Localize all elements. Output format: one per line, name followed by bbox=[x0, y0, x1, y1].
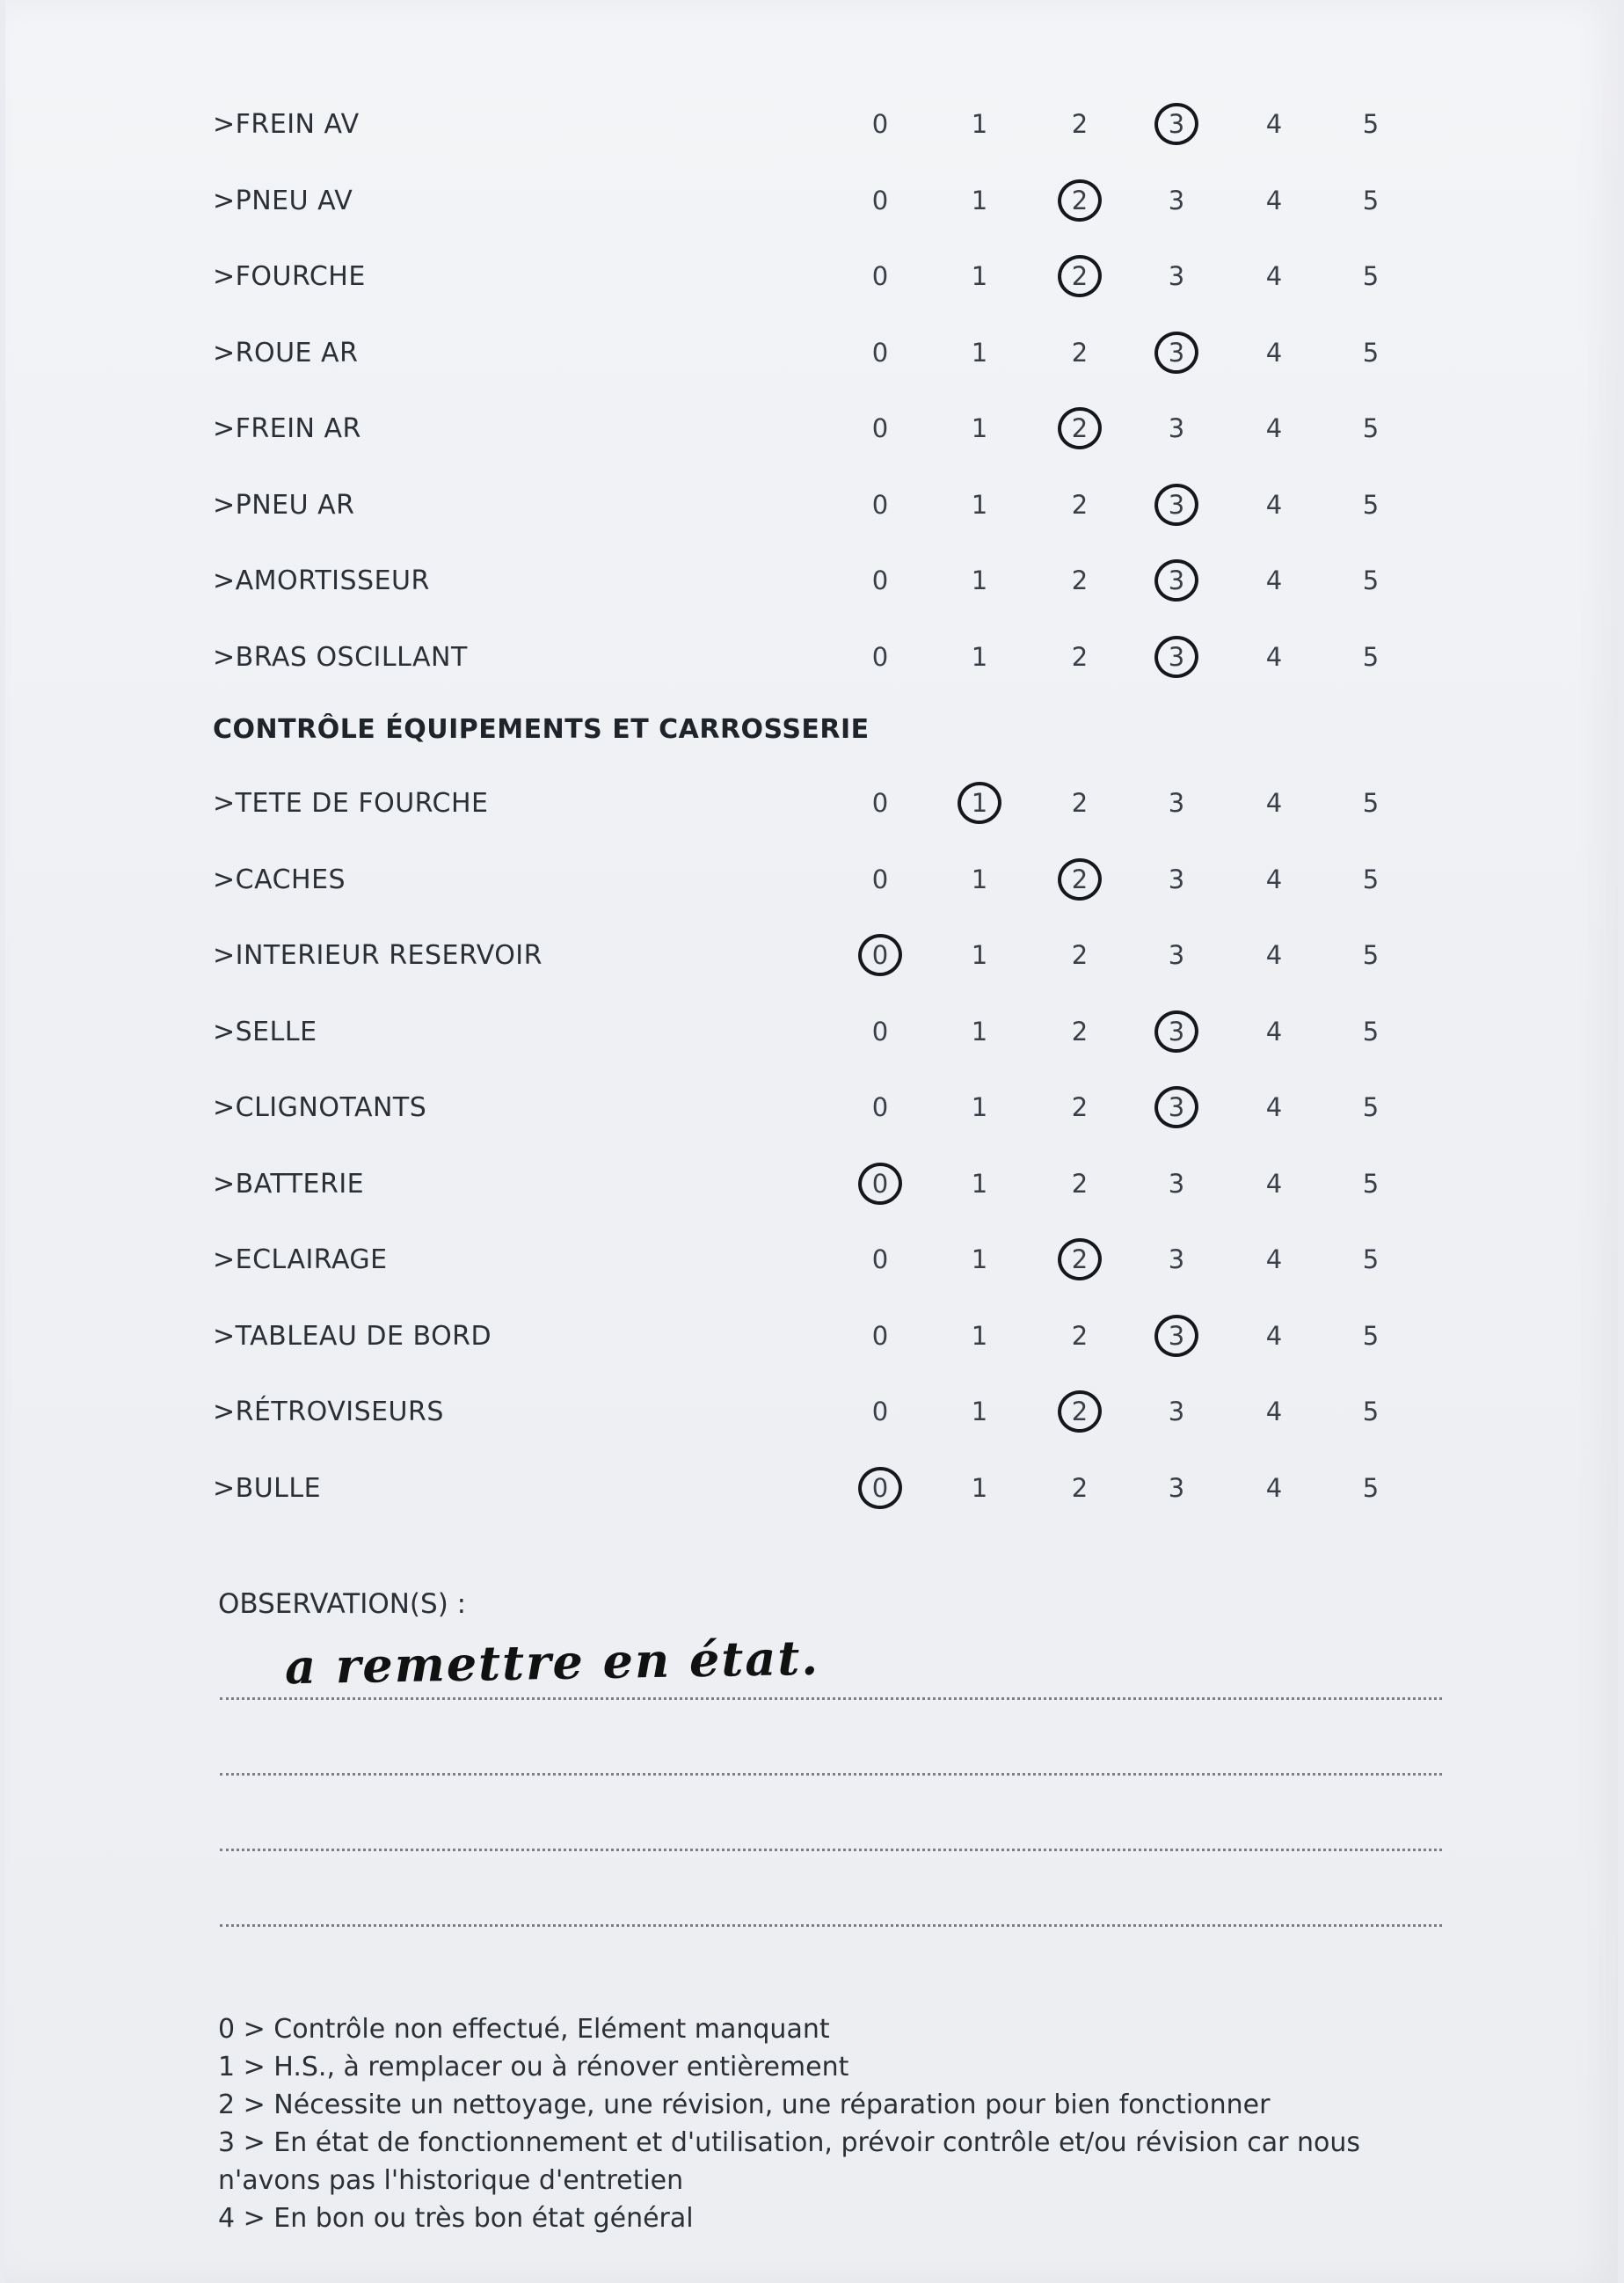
checklist-item-label: >SELLE bbox=[213, 1016, 317, 1047]
checklist-row bbox=[5, 1092, 1618, 1145]
score-circled[interactable]: 3 bbox=[1154, 1017, 1198, 1047]
score-option[interactable]: 2 bbox=[1071, 1168, 1089, 1199]
checklist-row bbox=[5, 1321, 1618, 1374]
score-circled[interactable]: 1 bbox=[958, 788, 1001, 818]
score-option[interactable]: 4 bbox=[1265, 1092, 1283, 1122]
checklist-row bbox=[5, 1017, 1618, 1069]
score-option[interactable]: 1 bbox=[971, 185, 988, 215]
score-option[interactable]: 4 bbox=[1265, 1244, 1283, 1274]
checklist-item-label: >PNEU AV bbox=[213, 185, 353, 216]
score-option[interactable]: 2 bbox=[1071, 1016, 1089, 1047]
score-option[interactable]: 5 bbox=[1362, 1320, 1380, 1351]
score-option[interactable]: 1 bbox=[971, 1472, 988, 1503]
checklist-row bbox=[5, 261, 1618, 314]
score-circled[interactable]: 2 bbox=[1058, 186, 1102, 215]
score-option[interactable]: 0 bbox=[871, 1397, 889, 1426]
legend-item: 1 > H.S., à remplacer ou à rénover entièrement bbox=[218, 2052, 849, 2082]
score-option[interactable]: 0 bbox=[871, 1092, 889, 1122]
score-circled[interactable]: 0 bbox=[858, 1473, 902, 1503]
checklist-item-label: >CLIGNOTANTS bbox=[213, 1092, 427, 1123]
checklist-item-label: >FREIN AR bbox=[213, 413, 361, 444]
legend-item: 4 > En bon ou très bon état général bbox=[218, 2203, 694, 2234]
observations-label: OBSERVATION(S) : bbox=[218, 1588, 467, 1620]
score-option[interactable]: 3 bbox=[1168, 1168, 1185, 1199]
checklist-item-label: >FREIN AV bbox=[213, 109, 360, 140]
checklist-item-label: >FOURCHE bbox=[213, 261, 366, 292]
checklist-item-label: >CACHES bbox=[213, 864, 346, 895]
score-option[interactable]: 2 bbox=[1071, 565, 1089, 595]
score-option[interactable]: 4 bbox=[1265, 940, 1283, 970]
checklist-item-label: >BULLE bbox=[213, 1472, 322, 1504]
observation-line bbox=[220, 1849, 1442, 1851]
score-option[interactable]: 4 bbox=[1265, 109, 1283, 139]
checklist-row bbox=[5, 109, 1618, 162]
score-option[interactable]: 0 bbox=[871, 1320, 889, 1351]
score-option[interactable]: 4 bbox=[1265, 185, 1283, 215]
score-option[interactable]: 5 bbox=[1362, 413, 1380, 443]
score-circled[interactable]: 3 bbox=[1154, 1321, 1198, 1351]
score-option[interactable]: 0 bbox=[871, 413, 889, 443]
score-circled[interactable]: 2 bbox=[1058, 1244, 1102, 1274]
checklist-item-label: >RÉTROVISEURS bbox=[213, 1397, 444, 1427]
score-option[interactable]: 5 bbox=[1362, 788, 1380, 818]
checklist-item-label: >PNEU AR bbox=[213, 489, 355, 521]
score-option[interactable]: 0 bbox=[871, 489, 889, 520]
score-option[interactable]: 4 bbox=[1265, 641, 1283, 672]
score-circled[interactable]: 2 bbox=[1058, 261, 1102, 291]
section-title: CONTRÔLE ÉQUIPEMENTS ET CARROSSERIE bbox=[213, 714, 870, 745]
observation-line bbox=[220, 1697, 1442, 1700]
score-option[interactable]: 4 bbox=[1265, 864, 1283, 894]
score-option[interactable]: 3 bbox=[1168, 1472, 1185, 1503]
score-circled[interactable]: 3 bbox=[1154, 109, 1198, 139]
score-option[interactable]: 2 bbox=[1071, 109, 1089, 139]
score-option[interactable]: 5 bbox=[1362, 940, 1380, 970]
checklist-item-label: >TETE DE FOURCHE bbox=[213, 788, 489, 819]
score-option[interactable]: 4 bbox=[1265, 565, 1283, 595]
score-option[interactable]: 2 bbox=[1071, 1092, 1089, 1122]
checklist-row bbox=[5, 338, 1618, 390]
score-option[interactable]: 2 bbox=[1071, 1320, 1089, 1351]
score-option[interactable]: 3 bbox=[1168, 788, 1185, 818]
checklist-row bbox=[5, 413, 1618, 466]
score-option[interactable]: 4 bbox=[1265, 1168, 1283, 1199]
score-option[interactable]: 2 bbox=[1071, 1472, 1089, 1503]
score-option[interactable]: 5 bbox=[1362, 565, 1380, 595]
score-option[interactable]: 1 bbox=[971, 413, 988, 443]
score-option[interactable]: 1 bbox=[971, 1244, 988, 1274]
score-circled[interactable]: 0 bbox=[858, 940, 902, 970]
score-option[interactable]: 4 bbox=[1265, 1397, 1283, 1426]
legend-item: 2 > Nécessite un nettoyage, une révision, une réparation pour bien fonctionner bbox=[218, 2090, 1271, 2120]
checklist-item-label: >AMORTISSEUR bbox=[213, 565, 430, 596]
score-option[interactable]: 3 bbox=[1168, 1244, 1185, 1274]
score-option[interactable]: 0 bbox=[871, 788, 889, 818]
score-circled[interactable]: 2 bbox=[1058, 413, 1102, 443]
checklist-item-label: >BATTERIE bbox=[213, 1168, 365, 1200]
score-option[interactable]: 2 bbox=[1071, 489, 1089, 520]
score-option[interactable]: 5 bbox=[1362, 641, 1380, 672]
score-option[interactable]: 0 bbox=[871, 641, 889, 672]
score-option[interactable]: 4 bbox=[1265, 489, 1283, 520]
score-option[interactable]: 5 bbox=[1362, 337, 1380, 368]
checklist-row bbox=[5, 186, 1618, 238]
score-option[interactable]: 3 bbox=[1168, 1397, 1185, 1426]
score-option[interactable]: 4 bbox=[1265, 413, 1283, 443]
score-option[interactable]: 3 bbox=[1168, 940, 1185, 970]
score-circled[interactable]: 3 bbox=[1154, 338, 1198, 368]
score-option[interactable]: 3 bbox=[1168, 261, 1185, 291]
score-option[interactable]: 1 bbox=[971, 1168, 988, 1199]
observation-line bbox=[220, 1924, 1442, 1927]
checklist-item-label: >BRAS OSCILLANT bbox=[213, 641, 468, 673]
scoring-legend bbox=[218, 2010, 1449, 2237]
score-circled[interactable]: 3 bbox=[1154, 565, 1198, 595]
score-option[interactable]: 1 bbox=[971, 261, 988, 291]
score-option[interactable]: 2 bbox=[1071, 940, 1089, 970]
checklist-row bbox=[5, 1473, 1618, 1526]
score-option[interactable]: 5 bbox=[1362, 261, 1380, 291]
checklist-item-label: >INTERIEUR RESERVOIR bbox=[213, 940, 543, 971]
score-option[interactable]: 4 bbox=[1265, 1320, 1283, 1351]
checklist-row bbox=[5, 864, 1618, 917]
score-option[interactable]: 2 bbox=[1071, 641, 1089, 672]
checklist-row bbox=[5, 788, 1618, 841]
score-option[interactable]: 1 bbox=[971, 1016, 988, 1047]
checklist-row bbox=[5, 1169, 1618, 1222]
score-option[interactable]: 5 bbox=[1362, 489, 1380, 520]
score-option[interactable]: 5 bbox=[1362, 1168, 1380, 1199]
score-circled[interactable]: 3 bbox=[1154, 642, 1198, 672]
score-option[interactable]: 4 bbox=[1265, 1016, 1283, 1047]
score-option[interactable]: 5 bbox=[1362, 109, 1380, 139]
checklist-row bbox=[5, 1244, 1618, 1297]
checklist-item-label: >TABLEAU DE BORD bbox=[213, 1320, 492, 1352]
score-circled[interactable]: 2 bbox=[1058, 864, 1102, 894]
checklist-row bbox=[5, 1397, 1618, 1449]
score-option[interactable]: 3 bbox=[1168, 864, 1185, 894]
score-option[interactable]: 0 bbox=[871, 261, 889, 291]
score-option[interactable]: 2 bbox=[1071, 337, 1089, 368]
score-option[interactable]: 0 bbox=[871, 565, 889, 595]
score-circled[interactable]: 3 bbox=[1154, 1092, 1198, 1122]
score-option[interactable]: 0 bbox=[871, 109, 889, 139]
score-option[interactable]: 5 bbox=[1362, 1472, 1380, 1503]
score-option[interactable]: 1 bbox=[971, 109, 988, 139]
checklist-row bbox=[5, 490, 1618, 543]
score-option[interactable]: 1 bbox=[971, 489, 988, 520]
checklist-row bbox=[5, 565, 1618, 618]
score-circled[interactable]: 0 bbox=[858, 1169, 902, 1199]
score-option[interactable]: 1 bbox=[971, 1092, 988, 1122]
score-option[interactable]: 0 bbox=[871, 1244, 889, 1274]
score-option[interactable]: 5 bbox=[1362, 1397, 1380, 1426]
score-option[interactable]: 4 bbox=[1265, 788, 1283, 818]
score-option[interactable]: 1 bbox=[971, 940, 988, 970]
score-option[interactable]: 1 bbox=[971, 1397, 988, 1426]
checklist-item-label: >ECLAIRAGE bbox=[213, 1244, 388, 1275]
score-option[interactable]: 0 bbox=[871, 1016, 889, 1047]
score-option[interactable]: 5 bbox=[1362, 864, 1380, 894]
score-option[interactable]: 5 bbox=[1362, 1016, 1380, 1047]
legend-item: 0 > Contrôle non effectué, Elément manquant bbox=[218, 2014, 830, 2045]
score-option[interactable]: 4 bbox=[1265, 261, 1283, 291]
observation-handwriting: a remettre en état. bbox=[284, 1629, 820, 1696]
score-option[interactable]: 1 bbox=[971, 565, 988, 595]
score-circled[interactable]: 3 bbox=[1154, 490, 1198, 520]
score-option[interactable]: 5 bbox=[1362, 1092, 1380, 1122]
score-option[interactable]: 2 bbox=[1071, 788, 1089, 818]
score-option[interactable]: 4 bbox=[1265, 1472, 1283, 1503]
score-option[interactable]: 3 bbox=[1168, 185, 1185, 215]
score-option[interactable]: 0 bbox=[871, 185, 889, 215]
score-option[interactable]: 1 bbox=[971, 1320, 988, 1351]
observation-line bbox=[220, 1773, 1442, 1776]
legend-item: 3 > En état de fonctionnement et d'utilisation, prévoir contrôle et/ou révision car nous n'avons pas l'historique d'entretien bbox=[218, 2127, 1361, 2196]
score-option[interactable]: 5 bbox=[1362, 185, 1380, 215]
score-option[interactable]: 1 bbox=[971, 641, 988, 672]
checklist-row bbox=[5, 642, 1618, 695]
score-option[interactable]: 3 bbox=[1168, 413, 1185, 443]
score-option[interactable]: 5 bbox=[1362, 1244, 1380, 1274]
score-option[interactable]: 1 bbox=[971, 337, 988, 368]
score-option[interactable]: 0 bbox=[871, 337, 889, 368]
score-option[interactable]: 1 bbox=[971, 864, 988, 894]
score-option[interactable]: 0 bbox=[871, 864, 889, 894]
score-option[interactable]: 4 bbox=[1265, 337, 1283, 368]
checklist-row bbox=[5, 940, 1618, 993]
score-circled[interactable]: 2 bbox=[1058, 1397, 1102, 1426]
checklist-item-label: >ROUE AR bbox=[213, 337, 359, 368]
inspection-sheet bbox=[5, 0, 1618, 2283]
